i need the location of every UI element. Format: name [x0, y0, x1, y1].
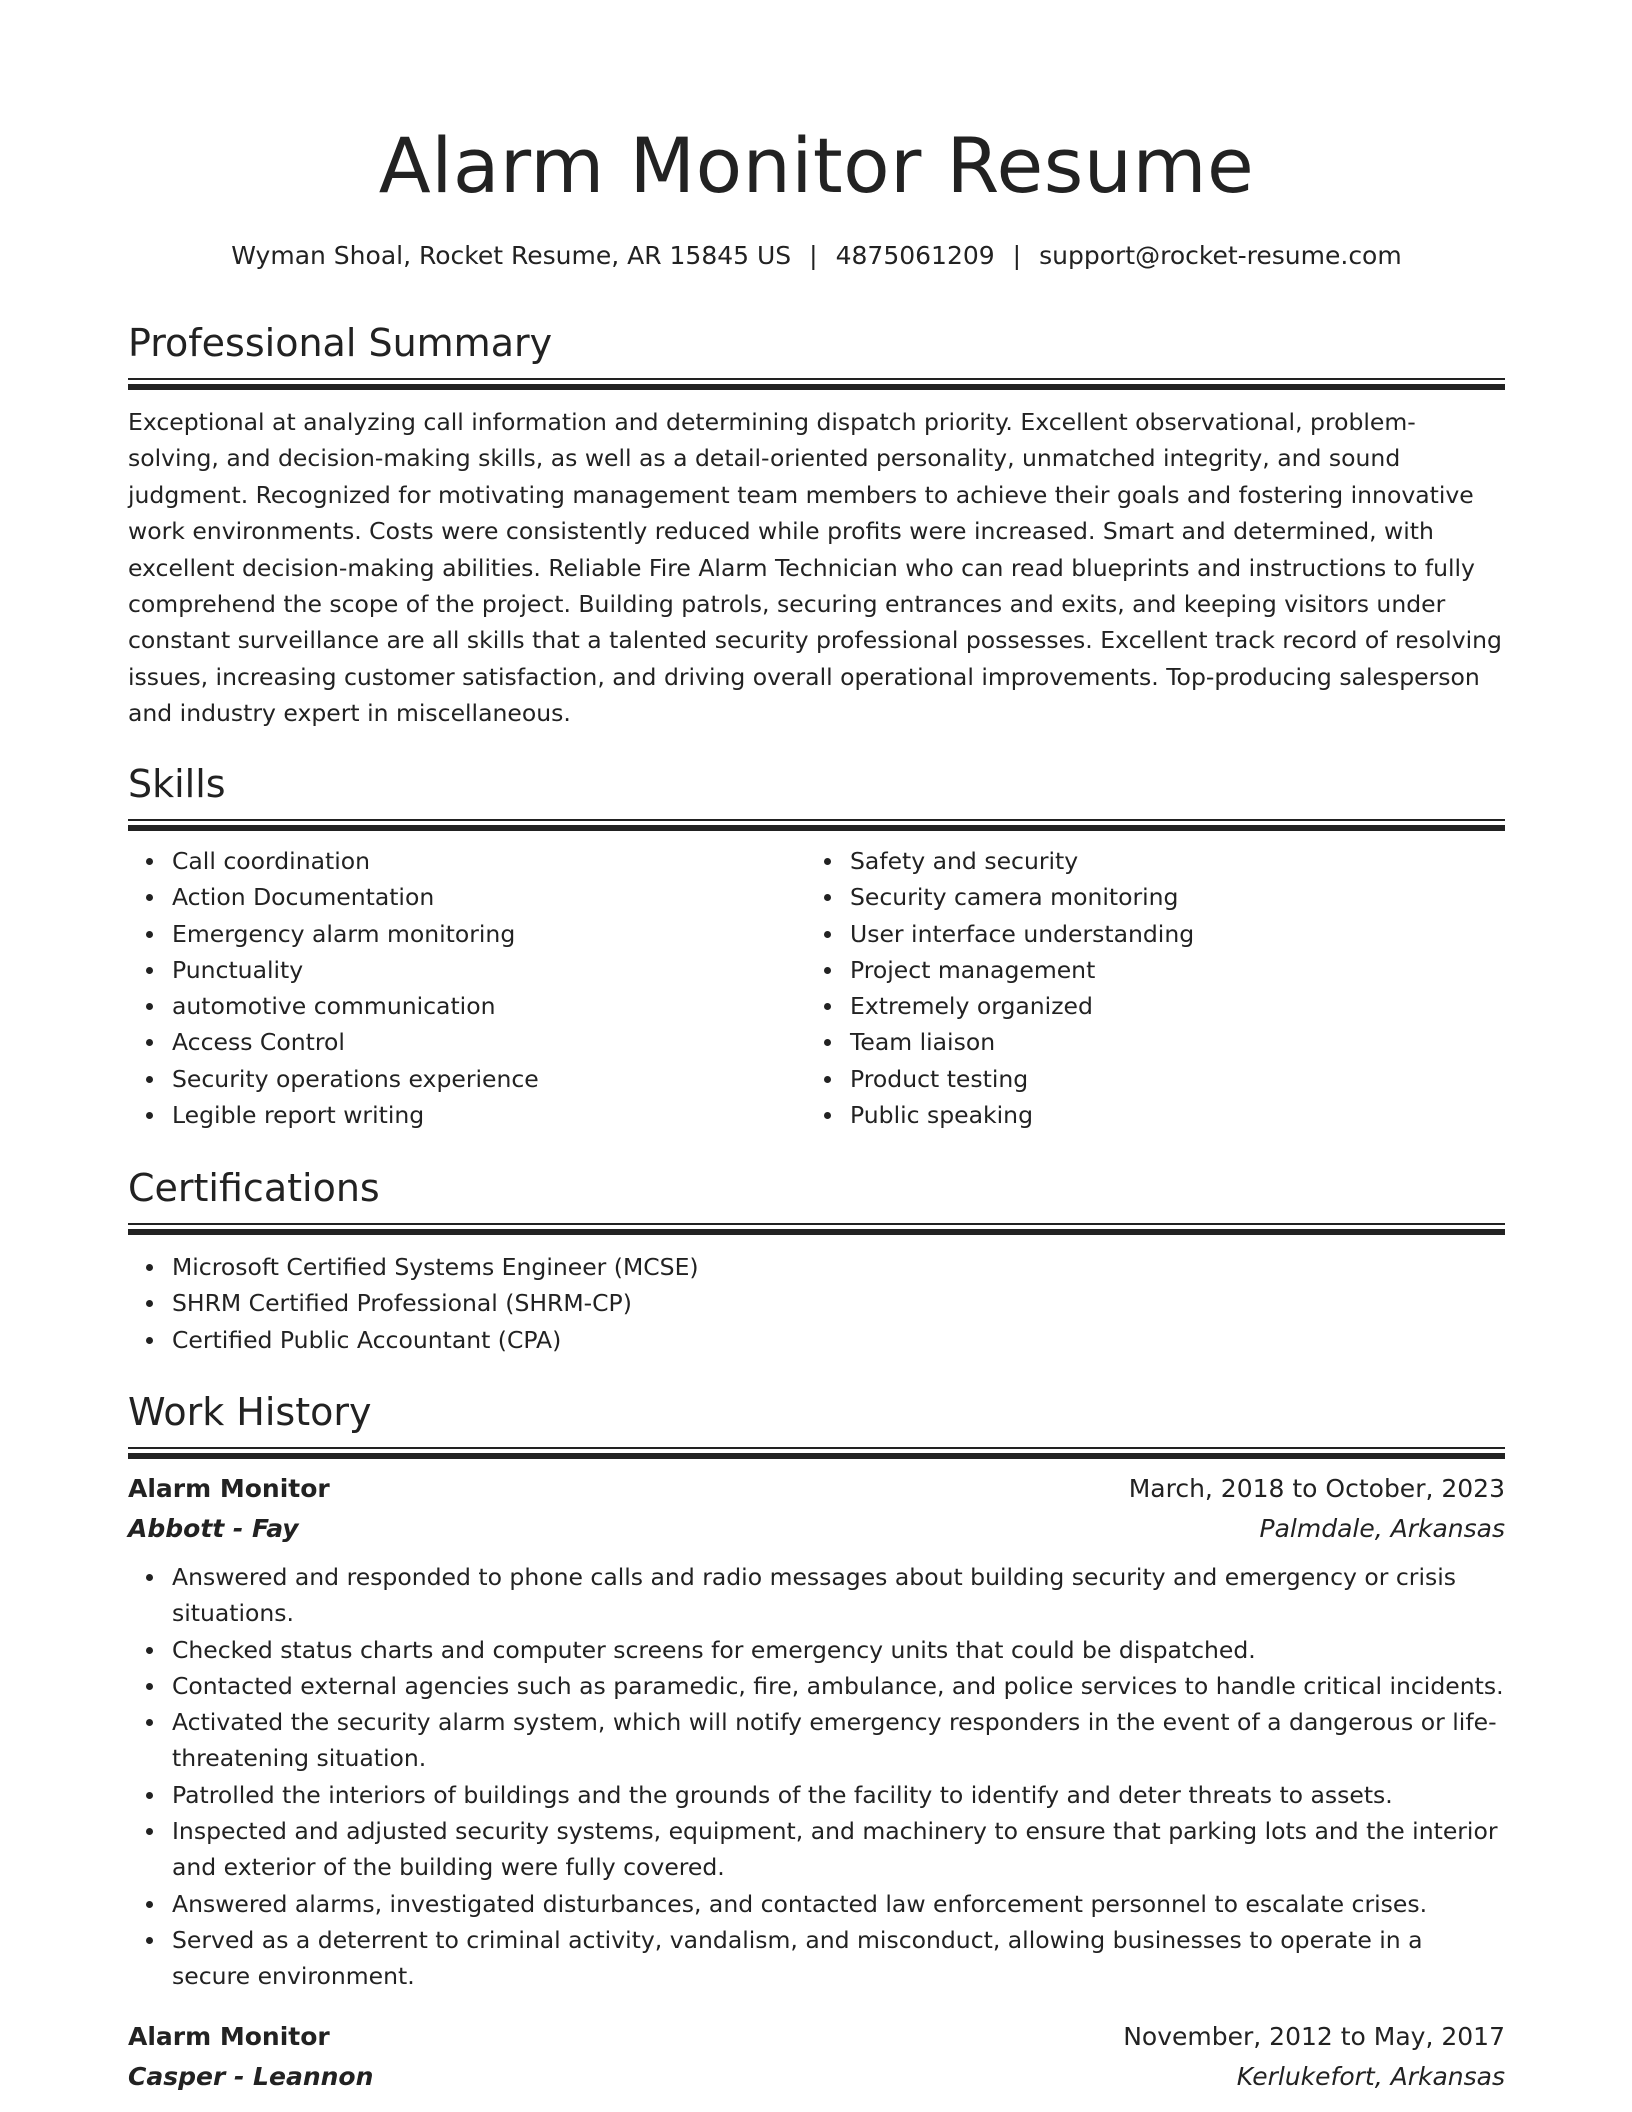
job-dates: November, 2012 to May, 2017 — [1123, 2021, 1505, 2051]
job-company: Casper - Leannon — [128, 2061, 374, 2091]
job-bullet: Contacted external agencies such as paramedic, fire, ambulance, and police services to handle critical incidents. — [172, 1668, 1505, 1704]
certification-item: Certified Public Accountant (CPA) — [172, 1322, 1505, 1358]
contact-address: Wyman Shoal, Rocket Resume, AR 15845 US — [231, 241, 792, 270]
skills-section — [128, 757, 1505, 1133]
job-bullet: Checked status charts and computer screens for emergency units that could be dispatched. — [172, 1632, 1505, 1668]
certifications-list — [128, 1249, 1505, 1358]
job-entry — [128, 2017, 1505, 2097]
job-title: Alarm Monitor — [128, 1474, 330, 1503]
job-bullet: Inspected and adjusted security systems, equipment, and machinery to ensure that parking lots and the interior and exterior of the building were fully covered. — [172, 1813, 1505, 1886]
skill-item: Security camera monitoring — [850, 879, 1484, 915]
skills-column-right — [806, 843, 1484, 1133]
skill-item: Emergency alarm monitoring — [172, 916, 806, 952]
certifications-heading: Certifications — [128, 1166, 380, 1210]
skill-item: Product testing — [850, 1061, 1484, 1097]
skill-item: Legible report writing — [172, 1097, 806, 1133]
job-bullets — [128, 1559, 1505, 1995]
job-header — [128, 1469, 1505, 1509]
contact-line — [128, 238, 1505, 274]
job-entry — [128, 1469, 1505, 1995]
work-history-section — [128, 1385, 1505, 2097]
skill-item: Team liaison — [850, 1024, 1484, 1060]
job-bullet: Activated the security alarm system, which will notify emergency responders in the event of a dangerous or life-threatening situation. — [172, 1704, 1505, 1777]
resume-title: Alarm Monitor Resume — [378, 121, 1255, 210]
job-location: Kerlukefort, Arkansas — [1236, 2061, 1505, 2091]
job-header — [128, 2017, 1505, 2057]
section-divider — [128, 819, 1505, 831]
skill-item: Call coordination — [172, 843, 806, 879]
skill-item: Public speaking — [850, 1097, 1484, 1133]
work-history-heading: Work History — [128, 1390, 372, 1434]
job-location: Palmdale, Arkansas — [1259, 1514, 1505, 1543]
certifications-section — [128, 1161, 1505, 1358]
job-dates: March, 2018 to October, 2023 — [1128, 1474, 1505, 1503]
job-bullet: Patrolled the interiors of buildings and the grounds of the facility to identify and deter threats to assets. — [172, 1777, 1505, 1813]
summary-text: Exceptional at analyzing call information and determining dispatch priority. Excellent observational, problem-solving, and decision-making skills, as well as a detail-oriented personality, unmatched integrity, and sound judgment. Recognized for motivating management team members to achieve their goals and fostering innovative work environments. Costs were consistently reduced while profits were increased. Smart and determined, with excellent decision-making abilities. Reliable Fire Alarm Technician who can read blueprints and instructions to fully comprehend the scope of the project. Building patrols, securing entrances and exits, and keeping visitors under constant surveillance are all skills that a talented security professional possesses. Excellent track record of resolving issues, increasing customer satisfaction, and driving overall operational improvements. Top-producing salesperson and industry expert in miscellaneous. — [128, 408, 1502, 728]
skill-item: Extremely organized — [850, 988, 1484, 1024]
job-subheader — [128, 1509, 1505, 1549]
skill-item: Project management — [850, 952, 1484, 988]
certification-item: SHRM Certified Professional (SHRM-CP) — [172, 1285, 1505, 1321]
contact-separator: | — [1012, 241, 1022, 270]
skill-item: Security operations experience — [172, 1061, 806, 1097]
skill-item: Access Control — [172, 1024, 806, 1060]
summary-heading: Professional Summary — [128, 321, 553, 365]
skill-item: Action Documentation — [172, 879, 806, 915]
section-divider — [128, 1223, 1505, 1235]
certification-item: Microsoft Certified Systems Engineer (MCSE) — [172, 1249, 1505, 1285]
job-title: Alarm Monitor — [128, 2021, 330, 2051]
contact-email: support@rocket-resume.com — [1039, 241, 1402, 270]
summary-section — [128, 316, 1505, 732]
contact-phone: 4875061209 — [835, 241, 995, 270]
skill-item: automotive communication — [172, 988, 806, 1024]
skill-item: Punctuality — [172, 952, 806, 988]
job-bullet: Answered and responded to phone calls and radio messages about building security and emergency or crisis situations. — [172, 1559, 1505, 1632]
section-divider — [128, 1447, 1505, 1459]
skills-columns — [128, 843, 1505, 1133]
job-bullet: Served as a deterrent to criminal activity, vandalism, and misconduct, allowing businesses to operate in a secure environment. — [172, 1922, 1505, 1995]
skill-item: User interface understanding — [850, 916, 1484, 952]
skills-heading: Skills — [128, 762, 226, 806]
job-bullet: Answered alarms, investigated disturbances, and contacted law enforcement personnel to escalate crises. — [172, 1886, 1505, 1922]
job-subheader — [128, 2057, 1505, 2097]
contact-separator: | — [809, 241, 818, 270]
skills-column-left — [128, 843, 806, 1133]
job-company: Abbott - Fay — [128, 1514, 299, 1543]
skill-item: Safety and security — [850, 843, 1484, 879]
section-divider — [128, 378, 1505, 390]
